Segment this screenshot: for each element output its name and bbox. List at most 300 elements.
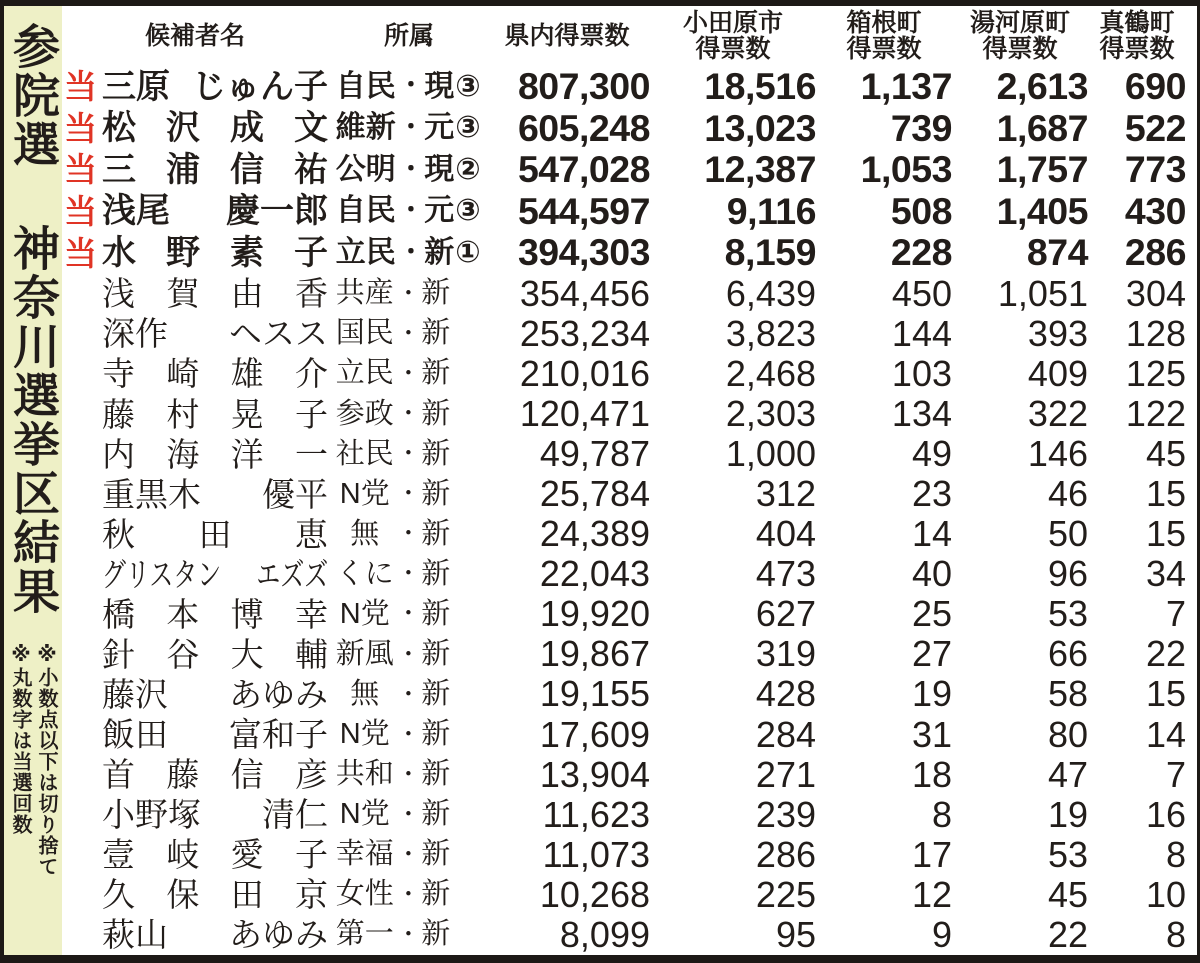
party-affiliation (334, 677, 484, 710)
table-row (62, 915, 1186, 955)
vote-hakone: 49 (911, 433, 952, 475)
separator-dot: ・ (396, 480, 421, 508)
name-token: 子 (294, 234, 328, 273)
vote-manazuru: 22 (1145, 633, 1186, 675)
vote-hakone: 450 (891, 272, 952, 314)
header-yugawara-line1: 湯河原町 (969, 9, 1070, 37)
separator-dot: ・ (396, 360, 421, 388)
name-token: 飯田 (102, 716, 168, 754)
vote-hakone: 144 (891, 312, 952, 354)
name-token: 子 (294, 395, 328, 433)
name-token: 深作 (102, 315, 168, 353)
candidate-name (102, 395, 328, 433)
candidacy-status: 新 (421, 758, 452, 791)
vote-manazuru: 10 (1145, 873, 1186, 915)
party-name: N党 (339, 597, 390, 630)
name-token: 清仁 (262, 796, 328, 834)
vote-manazuru: 304 (1125, 272, 1186, 314)
vote-hakone: 103 (891, 352, 952, 394)
vote-prefecture: 49,787 (539, 433, 650, 475)
header-hakone-line2: 得票数 (846, 35, 922, 63)
header-odawara-line2: 得票数 (695, 35, 771, 63)
vote-prefecture: 11,623 (542, 793, 650, 835)
vote-prefecture: 19,920 (539, 593, 650, 635)
header-odawara-line1: 小田原市 (682, 9, 783, 37)
party-affiliation (334, 800, 484, 829)
vote-hakone: 17 (911, 833, 952, 875)
vote-odawara: 1,000 (725, 433, 816, 475)
vote-yugawara: 322 (1027, 393, 1088, 435)
vote-yugawara: 1,687 (996, 106, 1088, 149)
vote-manazuru: 128 (1125, 312, 1186, 354)
name-token: 小野塚 (102, 796, 201, 834)
elected-marker: 当 (64, 109, 97, 147)
name-token: 由 (230, 275, 264, 313)
vote-hakone: 31 (911, 713, 952, 755)
header-prefecture-votes: 県内得票数 (504, 22, 630, 50)
vote-odawara: 239 (755, 793, 816, 835)
sidebar (4, 6, 62, 955)
separator-dot: ・ (396, 760, 421, 788)
separator-dot: ・ (398, 114, 424, 142)
vote-prefecture: 120,471 (519, 393, 650, 435)
table-row (62, 149, 1186, 191)
party-affiliation (334, 517, 484, 550)
party-name: 立民 (335, 236, 396, 270)
vote-manazuru: 15 (1145, 513, 1186, 555)
vote-odawara: 18,516 (704, 65, 816, 108)
name-token: 保 (166, 876, 200, 914)
party-name: 共和 (335, 758, 394, 791)
candidacy-status: 新 (421, 597, 452, 630)
name-token: 橋 (102, 595, 135, 633)
separator-dot: ・ (398, 197, 424, 225)
candidate-name (102, 435, 328, 473)
vote-hakone: 1,053 (860, 148, 952, 191)
vote-prefecture: 24,389 (539, 513, 650, 555)
name-token: 壹 (102, 836, 135, 874)
vote-prefecture: 25,784 (539, 473, 650, 515)
vote-manazuru: 15 (1145, 473, 1186, 515)
vote-prefecture: 19,155 (539, 673, 650, 715)
candidate-name (102, 315, 328, 353)
name-token: 田 (230, 876, 264, 914)
name-token: 浅尾 (102, 192, 170, 231)
name-token: 恵 (295, 515, 328, 553)
vote-manazuru: 16 (1145, 793, 1186, 835)
vote-hakone: 8 (931, 793, 952, 835)
vote-yugawara: 874 (1026, 231, 1088, 274)
name-token: 寺 (102, 355, 135, 393)
vote-prefecture: 605,248 (517, 106, 650, 149)
separator-dot: ・ (396, 920, 421, 948)
vote-manazuru: 34 (1145, 553, 1186, 595)
elected-marker: 当 (64, 234, 97, 272)
party-affiliation (334, 557, 484, 590)
party-name: 新風 (335, 637, 394, 670)
party-name: 共産 (335, 277, 394, 310)
table-body (62, 66, 1186, 955)
candidacy-status: 現③ (424, 69, 482, 103)
vote-yugawara: 1,051 (997, 272, 1088, 314)
name-token: 大 (230, 635, 264, 673)
vote-prefecture: 544,597 (517, 189, 650, 232)
party-affiliation (334, 359, 484, 388)
name-token: 首 (102, 756, 135, 794)
candidate-name (102, 675, 328, 713)
party-name: 自民 (335, 69, 396, 103)
separator-dot: ・ (396, 320, 421, 348)
name-token: 松 (102, 109, 136, 148)
separator-dot: ・ (396, 800, 421, 828)
vote-manazuru: 773 (1124, 148, 1186, 191)
party-affiliation (334, 196, 484, 226)
vote-manazuru: 7 (1165, 593, 1186, 635)
candidacy-status: 新 (421, 677, 452, 710)
party-name: くに (335, 557, 394, 590)
vote-hakone: 12 (911, 873, 952, 915)
vote-yugawara: 1,757 (996, 148, 1088, 191)
candidate-name (102, 275, 328, 313)
name-token: 京 (294, 876, 328, 914)
vote-prefecture: 10,268 (539, 873, 650, 915)
party-affiliation (334, 760, 484, 789)
table-row (62, 514, 1186, 554)
party-affiliation (334, 920, 484, 949)
header-yugawara-line2: 得票数 (982, 35, 1058, 63)
name-token: ヘスス (229, 315, 328, 353)
candidacy-status: 新① (424, 236, 482, 270)
party-affiliation (334, 637, 484, 670)
separator-dot: ・ (396, 600, 421, 628)
vote-hakone: 27 (911, 633, 952, 675)
table-row (62, 354, 1186, 394)
name-token: 村 (166, 395, 200, 433)
vote-yugawara: 1,405 (996, 189, 1088, 232)
vote-hakone: 508 (890, 189, 952, 232)
candidacy-status: 現② (424, 152, 482, 186)
name-token: 富和子 (229, 716, 328, 754)
name-token: 賀 (166, 275, 200, 313)
candidacy-status: 新 (421, 317, 452, 350)
vote-prefecture: 253,234 (519, 312, 650, 354)
name-token: 岐 (166, 836, 200, 874)
name-token: 藤沢 (102, 675, 168, 713)
candidacy-status: 新 (421, 277, 452, 310)
name-token: 祐 (294, 150, 328, 189)
separator-dot: ・ (396, 520, 421, 548)
vote-manazuru: 8 (1165, 913, 1186, 955)
name-token: 優平 (262, 475, 328, 513)
header-yugawara-votes (952, 10, 1088, 62)
candidacy-status: 新 (421, 397, 452, 430)
name-token: エズズ (256, 555, 329, 593)
party-name: 参政 (335, 397, 394, 430)
separator-dot: ・ (396, 440, 421, 468)
separator-dot: ・ (398, 72, 424, 100)
candidate-name (102, 796, 328, 834)
name-token: グリスタン (102, 555, 222, 593)
header-odawara-votes (650, 10, 816, 62)
name-token: 幸 (294, 595, 328, 633)
vote-odawara: 428 (755, 673, 816, 715)
candidate-name (102, 515, 328, 553)
separator-dot: ・ (398, 155, 424, 183)
candidacy-status: 新 (421, 637, 452, 670)
vote-yugawara: 393 (1027, 312, 1088, 354)
candidacy-status: 新 (421, 477, 452, 510)
vote-odawara: 627 (755, 593, 816, 635)
vote-odawara: 8,159 (724, 231, 816, 274)
vote-yugawara: 22 (1047, 913, 1088, 955)
vote-manazuru: 14 (1145, 713, 1186, 755)
table-row (62, 108, 1186, 150)
header-manazuru-line1: 真鶴町 (1099, 9, 1175, 37)
vote-odawara: 12,387 (704, 148, 816, 191)
party-affiliation (334, 880, 484, 909)
vote-odawara: 225 (755, 873, 816, 915)
candidate-name (102, 716, 328, 754)
party-name: 社民 (335, 437, 394, 470)
table-row (62, 474, 1186, 514)
vote-yugawara: 19 (1047, 793, 1088, 835)
vote-manazuru: 7 (1165, 753, 1186, 795)
party-affiliation (334, 238, 484, 268)
header-candidate-name: 候補者名 (144, 22, 245, 50)
name-token: 香 (294, 275, 328, 313)
vote-prefecture: 547,028 (517, 148, 650, 191)
table-row (62, 232, 1186, 274)
name-token: 晃 (230, 395, 264, 433)
vote-prefecture: 11,073 (542, 833, 650, 875)
table-row (62, 755, 1186, 795)
vote-manazuru: 122 (1125, 393, 1186, 435)
party-affiliation (334, 597, 484, 630)
vote-hakone: 1,137 (860, 65, 952, 108)
candidacy-status: 新 (421, 437, 452, 470)
results-table (62, 6, 1197, 955)
candidacy-status: 新 (421, 557, 452, 590)
candidacy-status: 新 (421, 357, 452, 390)
name-token: 子 (294, 836, 328, 874)
name-token: 針 (102, 635, 135, 673)
name-token: 彦 (294, 756, 328, 794)
party-name: N党 (339, 718, 390, 751)
party-name: 立民 (335, 357, 394, 390)
party-name: 国民 (335, 317, 394, 350)
party-name: 公明 (335, 152, 396, 186)
name-token: 田 (198, 515, 232, 553)
vote-yugawara: 80 (1047, 713, 1088, 755)
candidate-name (102, 756, 328, 794)
name-token: 三原 (102, 67, 170, 106)
candidacy-status: 新 (421, 718, 452, 751)
table-row (62, 314, 1186, 354)
name-token: 海 (166, 435, 200, 473)
vote-prefecture: 210,016 (519, 352, 650, 394)
vote-prefecture: 19,867 (539, 633, 650, 675)
vote-prefecture: 807,300 (517, 65, 650, 108)
vote-hakone: 19 (911, 673, 952, 715)
vote-yugawara: 45 (1047, 873, 1088, 915)
party-affiliation (334, 152, 484, 186)
party-name: 維新 (335, 111, 396, 145)
candidate-name (102, 475, 328, 513)
name-token: 三 (102, 150, 136, 189)
vote-prefecture: 8,099 (559, 913, 650, 955)
name-token: 介 (294, 355, 328, 393)
table-row (62, 191, 1186, 233)
name-token: 洋 (230, 435, 264, 473)
candidate-name (102, 192, 328, 231)
vote-hakone: 14 (911, 513, 952, 555)
candidacy-status: 新 (421, 838, 452, 871)
name-token: 信 (230, 756, 264, 794)
vote-yugawara: 96 (1047, 553, 1088, 595)
candidate-name (102, 67, 328, 106)
name-token: 浅 (102, 275, 135, 313)
vote-odawara: 319 (755, 633, 816, 675)
header-affiliation: 所属 (383, 22, 434, 50)
table-row (62, 554, 1186, 594)
vote-hakone: 40 (911, 553, 952, 595)
separator-dot: ・ (396, 720, 421, 748)
name-token: 秋 (102, 515, 135, 553)
candidate-name (102, 635, 328, 673)
table-row (62, 66, 1186, 108)
table-row (62, 674, 1186, 714)
name-token: 重黒木 (102, 475, 201, 513)
vote-prefecture: 22,043 (539, 553, 650, 595)
name-token: 内 (102, 435, 135, 473)
vote-hakone: 739 (890, 106, 952, 149)
separator-dot: ・ (396, 840, 421, 868)
name-token: あゆみ (229, 916, 328, 954)
table-row (62, 594, 1186, 634)
party-name: 女性 (335, 878, 394, 911)
vote-odawara: 13,023 (704, 106, 816, 149)
candidacy-status: 新 (421, 878, 452, 911)
vote-manazuru: 690 (1124, 65, 1186, 108)
vote-odawara: 271 (755, 753, 816, 795)
vote-manazuru: 15 (1145, 673, 1186, 715)
table-row (62, 795, 1186, 835)
party-name: 幸福 (335, 838, 394, 871)
vote-yugawara: 46 (1047, 473, 1088, 515)
vote-manazuru: 8 (1165, 833, 1186, 875)
vote-yugawara: 58 (1047, 673, 1088, 715)
separator-dot: ・ (398, 238, 424, 266)
name-token: 慶一郎 (226, 192, 328, 231)
party-affiliation (334, 279, 484, 308)
party-name: 無 (350, 677, 380, 710)
candidate-name (102, 355, 328, 393)
vote-prefecture: 17,609 (539, 713, 650, 755)
candidate-name (102, 836, 328, 874)
name-token: 信 (230, 150, 264, 189)
separator-dot: ・ (396, 640, 421, 668)
vote-hakone: 18 (911, 753, 952, 795)
party-affiliation (334, 397, 484, 430)
name-token: 水 (102, 234, 136, 273)
vote-yugawara: 47 (1047, 753, 1088, 795)
vote-odawara: 9,116 (726, 189, 816, 232)
candidacy-status: 新 (421, 517, 452, 550)
vote-manazuru: 286 (1124, 231, 1186, 274)
header-manazuru-line2: 得票数 (1099, 35, 1175, 63)
candidacy-status: 元③ (424, 194, 482, 228)
candidate-name (102, 916, 328, 954)
candidacy-status: 元③ (424, 111, 482, 145)
party-affiliation (334, 720, 484, 749)
party-name: N党 (339, 477, 390, 510)
candidate-name (102, 150, 328, 189)
name-token: 藤 (166, 756, 200, 794)
party-name: 自民 (335, 194, 396, 228)
vote-hakone: 228 (890, 231, 952, 274)
table-row (62, 434, 1186, 474)
candidate-name (102, 595, 328, 633)
name-token: 久 (102, 876, 135, 914)
name-token: 文 (294, 109, 328, 148)
name-token: 素 (230, 234, 264, 273)
party-name: 無 (350, 517, 380, 550)
party-name: 第一 (335, 918, 394, 951)
vote-yugawara: 53 (1047, 593, 1088, 635)
name-token: あゆみ (229, 675, 328, 713)
vote-odawara: 473 (755, 553, 816, 595)
elected-marker: 当 (64, 68, 97, 106)
name-token: 愛 (230, 836, 264, 874)
vote-yugawara: 53 (1047, 833, 1088, 875)
vote-manazuru: 45 (1145, 433, 1186, 475)
separator-dot: ・ (396, 880, 421, 908)
note-circled-numbers: ※丸数字は当選回数 (9, 642, 31, 835)
name-token: 浦 (166, 150, 200, 189)
name-token: 雄 (230, 355, 264, 393)
candidate-name (102, 876, 328, 914)
table-row (62, 715, 1186, 755)
candidacy-status: 新 (421, 798, 452, 831)
note-rounding: ※小数点以下は切り捨て (35, 642, 57, 877)
header-hakone-line1: 箱根町 (846, 9, 922, 37)
vote-prefecture: 394,303 (517, 231, 650, 274)
party-affiliation (334, 437, 484, 470)
table-row (62, 634, 1186, 674)
table-row (62, 274, 1186, 314)
party-affiliation (334, 69, 484, 103)
party-affiliation (334, 840, 484, 869)
vote-odawara: 312 (755, 473, 816, 515)
table-row (62, 875, 1186, 915)
candidacy-status: 新 (421, 918, 452, 951)
header-hakone-votes (816, 10, 952, 62)
party-affiliation (334, 113, 484, 143)
name-token: 谷 (166, 635, 200, 673)
vote-yugawara: 50 (1047, 513, 1088, 555)
name-token: 野 (166, 234, 200, 273)
vote-yugawara: 2,613 (996, 65, 1088, 108)
sidebar-title: 参院選 神奈川選挙区結果 (7, 22, 60, 616)
name-token: 博 (230, 595, 264, 633)
separator-dot: ・ (396, 279, 421, 307)
name-token: 本 (166, 595, 200, 633)
table-row (62, 394, 1186, 434)
name-token: 崎 (166, 355, 200, 393)
vote-odawara: 284 (755, 713, 816, 755)
name-token: 藤 (102, 395, 135, 433)
name-token: 沢 (166, 109, 200, 148)
